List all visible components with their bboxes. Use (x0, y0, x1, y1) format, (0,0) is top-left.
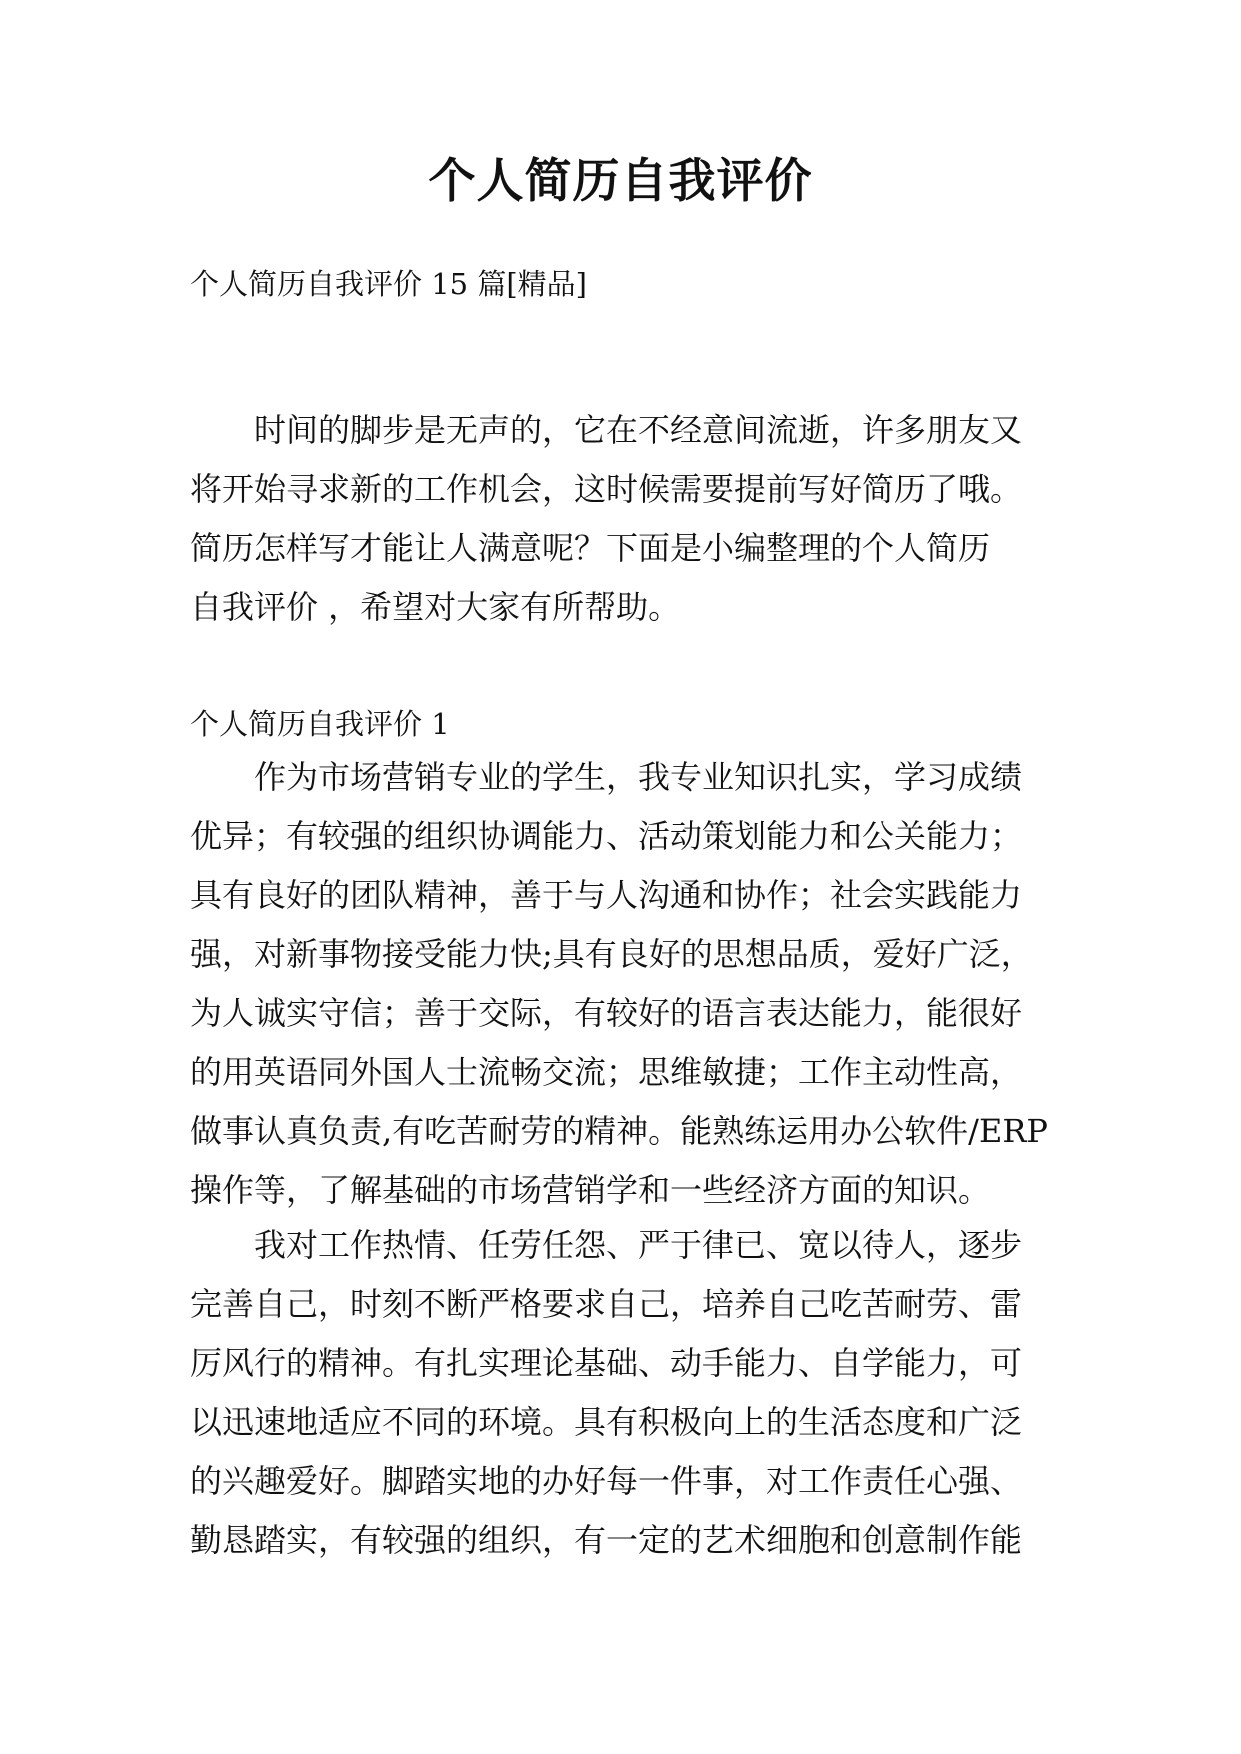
paragraph-line: 以迅速地适应不同的环境。具有积极向上的生活态度和广泛 (190, 1403, 1023, 1441)
paragraph-line: 操作等，了解基础的市场营销学和一些经济方面的知识。 (190, 1171, 991, 1209)
document-subtitle: 个人简历自我评价 15 篇[精品] (190, 267, 587, 301)
paragraph-line: 的用英语同外国人士流畅交流；思维敏捷；工作主动性高， (190, 1053, 1023, 1091)
paragraph-line: 作为市场营销专业的学生，我专业知识扎实，学习成绩 (190, 758, 1023, 796)
paragraph-line: 做事认真负责,有吃苦耐劳的精神。能熟练运用办公软件/ERP (190, 1112, 1048, 1150)
body-paragraph-2 (190, 1216, 1070, 1570)
body-paragraph-1 (190, 748, 1070, 1220)
paragraph-line: 为人诚实守信；善于交际，有较好的语言表达能力，能很好 (190, 994, 1023, 1032)
paragraph-line: 优异；有较强的组织协调能力、活动策划能力和公关能力； (190, 817, 1023, 855)
paragraph-line: 完善自己，时刻不断严格要求自己，培养自己吃苦耐劳、雷 (190, 1285, 1023, 1323)
paragraph-line: 我对工作热情、任劳任怨、严于律已、宽以待人，逐步 (190, 1226, 1023, 1264)
intro-line: 自我评价 ，希望对大家有所帮助。 (190, 588, 681, 626)
intro-line: 将开始寻求新的工作机会，这时候需要提前写好简历了哦。 (190, 470, 1023, 508)
paragraph-line: 勤恳踏实，有较强的组织，有一定的艺术细胞和创意制作能 (190, 1521, 1023, 1559)
paragraph-line: 的兴趣爱好。脚踏实地的办好每一件事，对工作责任心强、 (190, 1462, 1023, 1500)
section-heading: 个人简历自我评价 1 (190, 707, 450, 741)
intro-line: 简历怎样写才能让人满意呢？下面是小编整理的个人简历 (190, 529, 991, 567)
paragraph-line: 厉风行的精神。有扎实理论基础、动手能力、自学能力，可 (190, 1344, 1023, 1382)
document-title: 个人简历自我评价 (428, 154, 813, 209)
paragraph-line: 具有良好的团队精神，善于与人沟通和协作；社会实践能力 (190, 876, 1023, 914)
intro-paragraph (190, 401, 1070, 637)
paragraph-line: 强，对新事物接受能力快;具有良好的思想品质，爱好广泛， (190, 935, 1033, 973)
intro-line: 时间的脚步是无声的，它在不经意间流逝，许多朋友又 (190, 411, 1023, 449)
